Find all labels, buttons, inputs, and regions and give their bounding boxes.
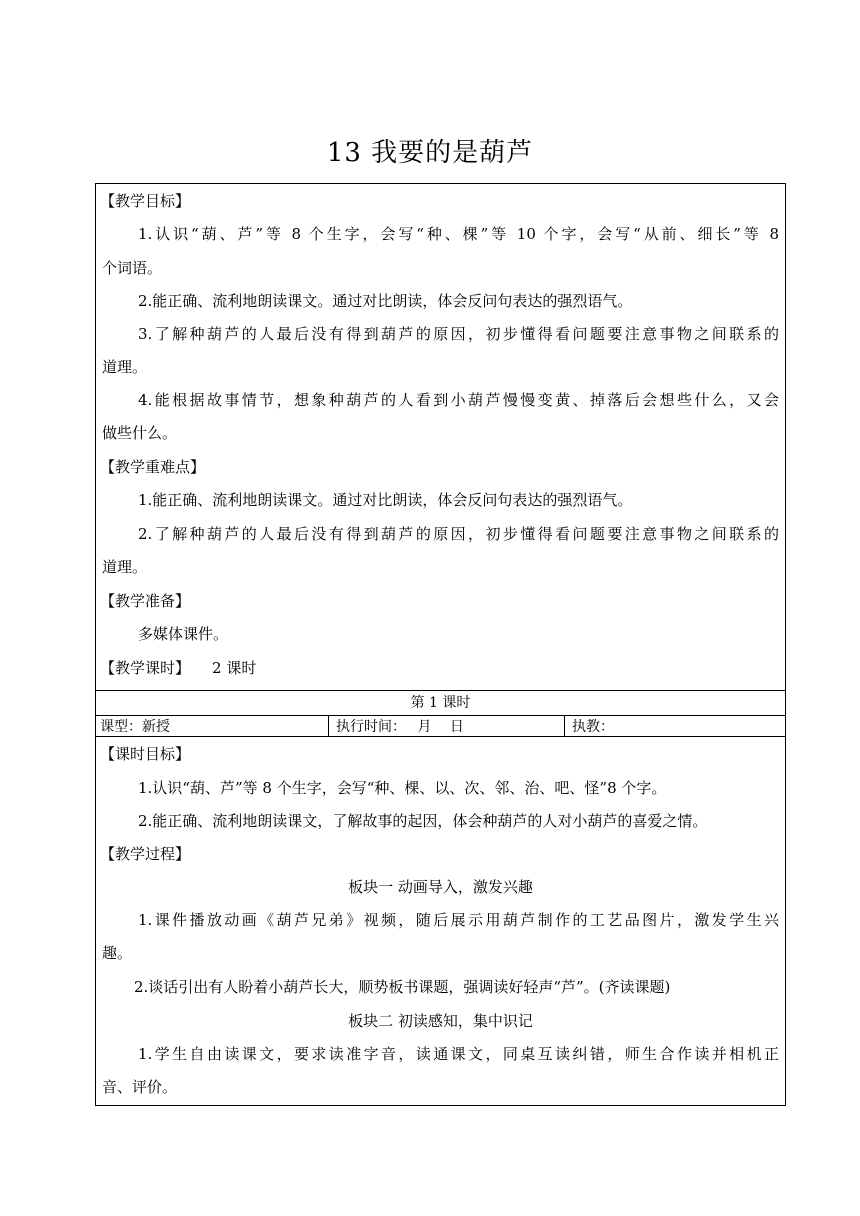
page-title: 13 我要的是葫芦: [326, 138, 534, 168]
lesson-type: 课型：新授: [100, 719, 170, 735]
block2-line-2: 音、评价。: [102, 1078, 178, 1096]
goals-line-4: 3.了解种葫芦的人最后没有得到葫芦的原因，初步懂得看问题要注意事物之间联系的: [138, 325, 779, 343]
periods-value: 2 课时: [212, 659, 257, 677]
key-points-line-3: 道理。: [102, 558, 148, 576]
process-heading: 【教学过程】: [100, 845, 191, 863]
key-points-line-1: 1.能正确、流利地朗读课文。通过对比朗读，体会反问句表达的强烈语气。: [138, 491, 633, 509]
execution-time: 执行时间： 月 日: [336, 719, 464, 735]
lesson-plan-table: [95, 183, 786, 1106]
preparation-text: 多媒体课件。: [138, 625, 229, 643]
block2-title: 板块二 初读感知，集中识记: [348, 1012, 533, 1030]
period-goals-line-1: 1.认识“葫、芦”等 8 个生字，会写“种、棵、以、次、邻、治、吧、怪”8 个字。: [138, 779, 667, 797]
block2-line-1: 1.学生自由读课文，要求读准字音，读通课文，同桌互读纠错，师生合作读并相机正: [138, 1045, 779, 1063]
key-points-line-2: 2.了解种葫芦的人最后没有得到葫芦的原因，初步懂得看问题要注意事物之间联系的: [138, 525, 779, 543]
periods-heading: 【教学课时】: [100, 659, 191, 677]
block1-line-3: 2.谈话引出有人盼着小葫芦长大，顺势板书课题，强调读好轻声“芦”。(齐读课题): [134, 978, 671, 996]
preparation-heading: 【教学准备】: [100, 592, 191, 610]
goals-line-5: 道理。: [102, 358, 148, 376]
goals-line-2: 个词语。: [102, 259, 163, 277]
lesson-title: 第 1 课时: [410, 695, 471, 711]
period-goals-line-2: 2.能正确、流利地朗读课文，了解故事的起因，体会种葫芦的人对小葫芦的喜爱之情。: [138, 812, 708, 830]
goals-line-1: 1.认识“葫、芦”等 8 个生字，会写“种、棵”等 10 个字，会写“从前、细长”等 8: [138, 225, 779, 243]
teacher: 执教：: [572, 719, 614, 735]
block1-line-2: 趣。: [102, 944, 133, 962]
goals-line-3: 2.能正确、流利地朗读课文。通过对比朗读，体会反问句表达的强烈语气。: [138, 292, 633, 310]
cell-divider: [564, 715, 565, 736]
goals-line-7: 做些什么。: [102, 424, 178, 442]
goals-line-6: 4.能根据故事情节，想象种葫芦的人看到小葫芦慢慢变黄、掉落后会想些什么，又会: [138, 391, 779, 409]
period-goals-heading: 【课时目标】: [100, 745, 191, 763]
cell-divider: [328, 715, 329, 736]
block1-title: 板块一 动画导入，激发兴趣: [348, 878, 533, 896]
block1-line-1: 1.课件播放动画《葫芦兄弟》视频，随后展示用葫芦制作的工艺品图片，激发学生兴: [138, 911, 779, 929]
periods-row: [96, 651, 785, 685]
goals-heading: 【教学目标】: [100, 192, 191, 210]
key-points-heading: 【教学重难点】: [100, 458, 206, 476]
